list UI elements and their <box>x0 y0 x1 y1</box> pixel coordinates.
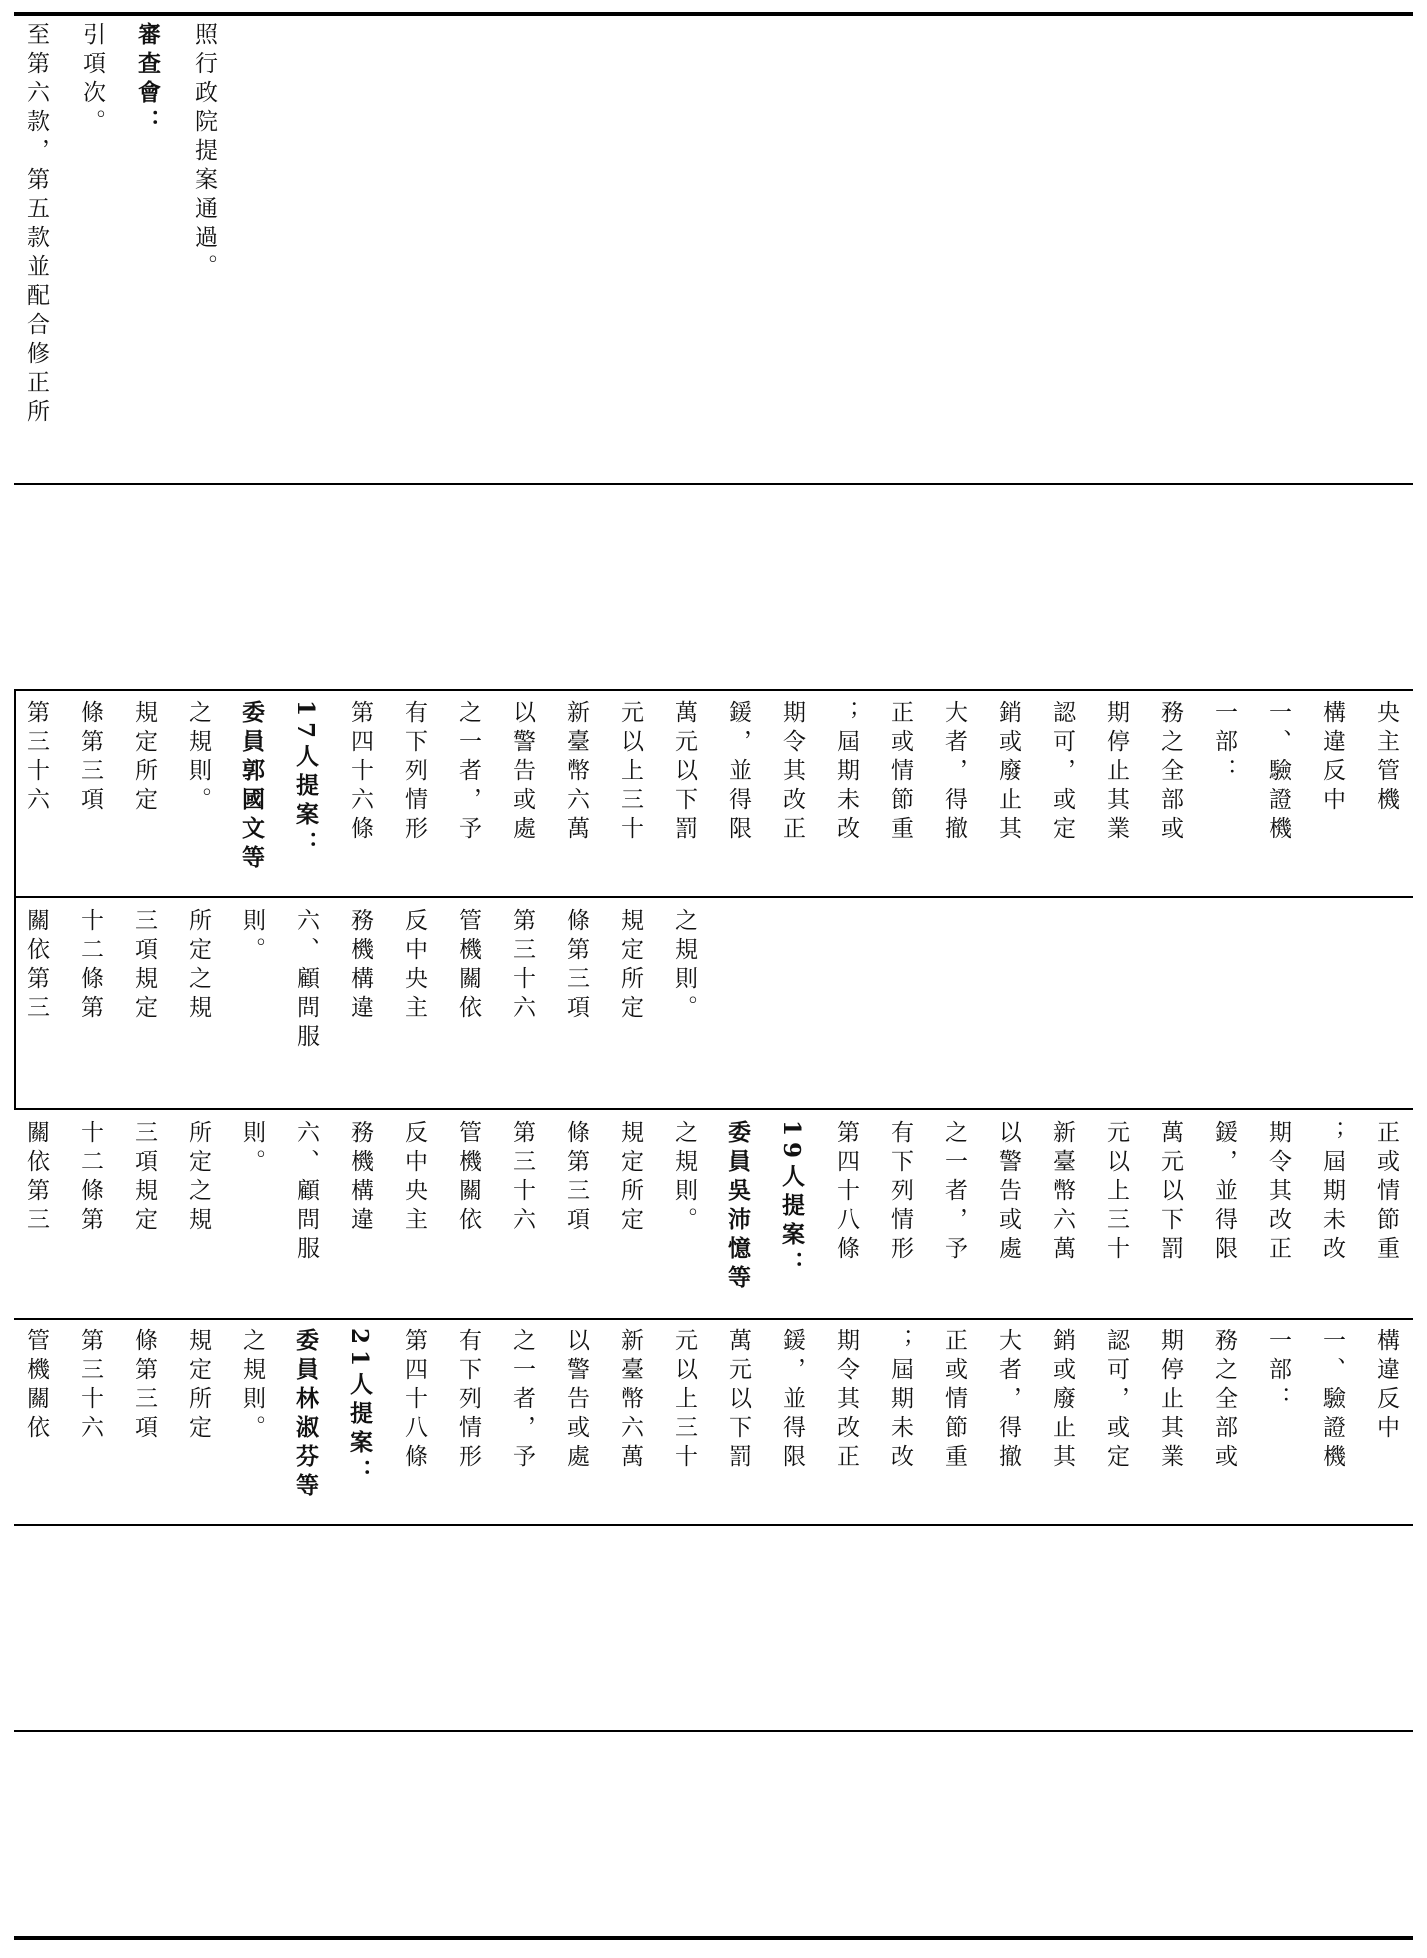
rule-7 <box>14 1730 1413 1732</box>
column-3-line: 委員吳沛憶等 <box>724 1120 751 1294</box>
column-3-line: 正或情節重 <box>1373 1120 1399 1265</box>
column-1-line: 第四十六條 <box>347 700 373 845</box>
column-1-line: 銷或廢止其 <box>995 700 1021 845</box>
column-2-line: 六、顧問服 <box>293 908 319 1053</box>
column-2-line: 之規則。 <box>671 908 697 1024</box>
column-3-line: 反中央主 <box>401 1120 427 1236</box>
column-4-line: 21人提案： <box>346 1328 373 1489</box>
column-3-line: 鍰，並得限 <box>1211 1120 1237 1265</box>
column-3-line: 期令其改正 <box>1265 1120 1291 1265</box>
column-1-line: 有下列情形 <box>401 700 427 845</box>
column-1-line: 規定所定 <box>131 700 157 816</box>
column-3-line: 則。 <box>239 1120 265 1178</box>
column-1-line: 認可，或定 <box>1049 700 1075 845</box>
column-1-line: 一部： <box>1211 700 1237 787</box>
column-2-line: 三項規定 <box>131 908 157 1024</box>
column-2-line: 管機關依 <box>455 908 481 1024</box>
column-4-line: 之規則。 <box>239 1328 265 1444</box>
column-4-line: 一部： <box>1265 1328 1291 1415</box>
top-section-line: 引項次。 <box>79 22 105 138</box>
column-1-line: 條第三項 <box>77 700 103 816</box>
top-rule <box>14 12 1413 16</box>
column-3-line: 第三十六 <box>509 1120 535 1236</box>
column-1-line: 元以上三十 <box>617 700 643 845</box>
column-1-line: 之規則。 <box>185 700 211 816</box>
rule-3 <box>14 896 1413 898</box>
column-3-line: 關依第三 <box>23 1120 49 1236</box>
column-4-line: 以警告或處 <box>563 1328 589 1473</box>
column-3-line: 以警告或處 <box>995 1120 1021 1265</box>
column-4-line: 認可，或定 <box>1103 1328 1129 1473</box>
column-1-line: 央主管機 <box>1373 700 1399 816</box>
column-1-line: 一、驗證機 <box>1265 700 1291 845</box>
column-3-line: 新臺幣六萬 <box>1049 1120 1075 1265</box>
column-3-line: 十二條第 <box>77 1120 103 1236</box>
column-1-line: ；屆期未改 <box>833 700 859 845</box>
column-4-line: 之一者，予 <box>509 1328 535 1473</box>
column-4-line: 構違反中 <box>1373 1328 1399 1444</box>
column-4-line: 鍰，並得限 <box>779 1328 805 1473</box>
column-2-line: 第三十六 <box>509 908 535 1024</box>
column-2-line: 務機構違 <box>347 908 373 1024</box>
column-2-line: 十二條第 <box>77 908 103 1024</box>
column-4-line: 有下列情形 <box>455 1328 481 1473</box>
column-3-line: ；屆期未改 <box>1319 1120 1345 1265</box>
column-2-line: 反中央主 <box>401 908 427 1024</box>
column-3-line: 19人提案： <box>778 1120 805 1281</box>
column-4-line: 萬元以下罰 <box>725 1328 751 1473</box>
column-4-line: 期停止其業 <box>1157 1328 1183 1473</box>
column-3-line: 之一者，予 <box>941 1120 967 1265</box>
column-2-line: 則。 <box>239 908 265 966</box>
column-4-line: 新臺幣六萬 <box>617 1328 643 1473</box>
column-4-line: 條第三項 <box>131 1328 157 1444</box>
column-1-line: 正或情節重 <box>887 700 913 845</box>
column-4-line: 管機關依 <box>23 1328 49 1444</box>
rule-4 <box>14 1108 1413 1110</box>
column-1-line: 委員郭國文等 <box>238 700 265 874</box>
top-section-line: 審查會： <box>134 22 161 138</box>
column-1-line: 期停止其業 <box>1103 700 1129 845</box>
column-4-line: 第四十八條 <box>401 1328 427 1473</box>
column-3-line: 六、顧問服 <box>293 1120 319 1265</box>
column-1-line: 以警告或處 <box>509 700 535 845</box>
bottom-rule <box>14 1936 1413 1940</box>
column-4-line: 期令其改正 <box>833 1328 859 1473</box>
column-3-line: 務機構違 <box>347 1120 373 1236</box>
column-3-line: 元以上三十 <box>1103 1120 1129 1265</box>
column-4-line: 第三十六 <box>77 1328 103 1444</box>
column-3-line: 條第三項 <box>563 1120 589 1236</box>
column-4-line: 元以上三十 <box>671 1328 697 1473</box>
column-3-line: 管機關依 <box>455 1120 481 1236</box>
rule-5 <box>14 1318 1413 1320</box>
column-2-line: 所定之規 <box>185 908 211 1024</box>
column-1-line: 17人提案： <box>292 700 319 861</box>
col-divider-1 <box>14 691 16 896</box>
column-3-line: 所定之規 <box>185 1120 211 1236</box>
column-1-line: 新臺幣六萬 <box>563 700 589 845</box>
column-4-line: 大者，得撤 <box>995 1328 1021 1473</box>
column-1-line: 務之全部或 <box>1157 700 1183 845</box>
column-1-line: 構違反中 <box>1319 700 1345 816</box>
column-3-line: 三項規定 <box>131 1120 157 1236</box>
column-4-line: ；屆期未改 <box>887 1328 913 1473</box>
column-1-line: 萬元以下罰 <box>671 700 697 845</box>
top-section-line: 照行政院提案通過。 <box>191 22 217 283</box>
column-3-line: 有下列情形 <box>887 1120 913 1265</box>
rule-6 <box>14 1524 1413 1526</box>
column-1-line: 期令其改正 <box>779 700 805 845</box>
column-4-line: 委員林淑芬等 <box>292 1328 319 1502</box>
column-3-line: 第四十八條 <box>833 1120 859 1265</box>
column-2-line: 規定所定 <box>617 908 643 1024</box>
column-4-line: 規定所定 <box>185 1328 211 1444</box>
top-section-line: 至第六款，第五款並配合修正所 <box>23 22 49 428</box>
column-2-line: 條第三項 <box>563 908 589 1024</box>
column-4-line: 一、驗證機 <box>1319 1328 1345 1473</box>
column-1-line: 鍰，並得限 <box>725 700 751 845</box>
column-3-line: 萬元以下罰 <box>1157 1120 1183 1265</box>
column-2-line: 關依第三 <box>23 908 49 1024</box>
column-3-line: 規定所定 <box>617 1120 643 1236</box>
column-3-line: 之規則。 <box>671 1120 697 1236</box>
column-4-line: 正或情節重 <box>941 1328 967 1473</box>
column-1-line: 第三十六 <box>23 700 49 816</box>
column-4-line: 務之全部或 <box>1211 1328 1237 1473</box>
rule-1 <box>14 483 1413 485</box>
rule-2 <box>14 689 1413 691</box>
column-1-line: 大者，得撤 <box>941 700 967 845</box>
column-4-line: 銷或廢止其 <box>1049 1328 1075 1473</box>
col-divider-2 <box>14 898 16 1108</box>
column-1-line: 之一者，予 <box>455 700 481 845</box>
